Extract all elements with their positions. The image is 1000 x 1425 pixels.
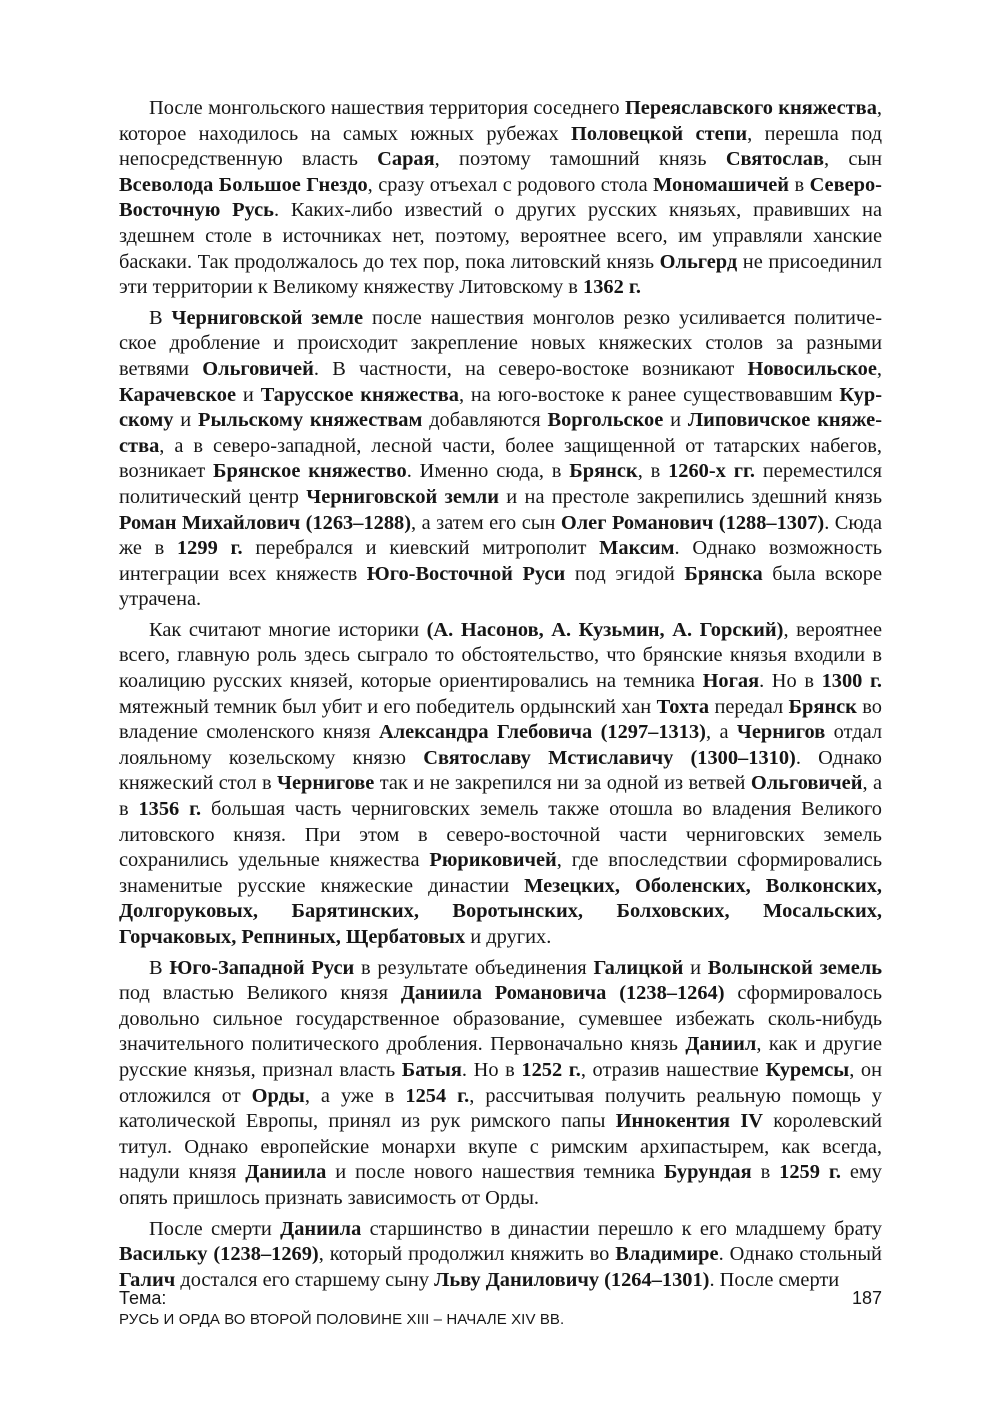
bold-term: Тохта bbox=[656, 695, 710, 718]
text-run: мятежный темник был убит и его победитель ордынский хан bbox=[119, 695, 657, 718]
text-run: , а в bbox=[119, 772, 883, 821]
bold-term: Ногая bbox=[702, 670, 760, 693]
bold-term: Галич bbox=[119, 1268, 176, 1291]
bold-term: Даниил bbox=[685, 1033, 757, 1056]
bold-term: Галицкой bbox=[593, 956, 684, 979]
paragraph bbox=[119, 618, 882, 951]
text-run: отдал лояльному козельскому князю bbox=[119, 721, 883, 769]
text-run: , вероятнее всего, главную роль здесь сыграло то обстоятельство, что брянские князья входили в коалицию русских князей, которые ориентировались на темника bbox=[119, 618, 882, 693]
text-run: и bbox=[663, 409, 688, 432]
bold-term: 1260-х гг. bbox=[668, 460, 756, 483]
text-run: , отразив нашествие bbox=[580, 1058, 766, 1081]
text-run: перебрался и киевский митрополит bbox=[242, 537, 600, 560]
bold-term: Черниговской земли bbox=[306, 485, 499, 508]
bold-term: Роман Михайлович (1263–1288) bbox=[119, 511, 412, 534]
bold-term: Переяславского княжества bbox=[624, 97, 877, 119]
bold-term: Ольговичей bbox=[750, 772, 863, 795]
text-run: в результате объединения bbox=[354, 956, 594, 979]
bold-term: Чернигов bbox=[736, 721, 826, 744]
bold-term: Ольговичей bbox=[202, 357, 314, 380]
bold-term: Святославу Мстиславичу (1300–1310) bbox=[423, 746, 796, 769]
text-body bbox=[119, 96, 882, 1298]
paragraph bbox=[119, 956, 882, 1212]
footer-topic-title: РУСЬ И ОРДА ВО ВТОРОЙ ПОЛОВИНЕ XIII – НАЧАЛЕ XIV ВВ. bbox=[119, 1311, 565, 1328]
bold-term: Даниила Романовича (1238–1264) bbox=[400, 982, 725, 1005]
text-run: и после нового нашествия темника bbox=[326, 1161, 664, 1184]
text-run: , которое находилось на самых южных рубежах bbox=[119, 97, 882, 145]
bold-term: Брянска bbox=[684, 562, 763, 585]
text-run: в bbox=[751, 1161, 780, 1184]
text-run: Как считают многие историки bbox=[149, 618, 427, 641]
text-run: , где впоследствии сформировались знаменитые русские княжеские династии bbox=[119, 849, 883, 897]
bold-term: 1259 г. bbox=[779, 1161, 841, 1184]
bold-term: 1252 г. bbox=[521, 1058, 581, 1081]
bold-term: Куремсы bbox=[765, 1058, 850, 1081]
text-run: под эгидой bbox=[565, 562, 685, 585]
bold-term: Карачевское bbox=[119, 383, 237, 406]
text-run: , который продолжил княжить во bbox=[318, 1243, 616, 1266]
text-run: и bbox=[683, 956, 708, 979]
bold-term: 1356 г. bbox=[138, 798, 202, 821]
text-run: , перешла под непосредственную власть bbox=[119, 122, 882, 171]
bold-term: Черниговской земле bbox=[171, 306, 364, 329]
bold-term: Даниила bbox=[245, 1161, 327, 1184]
text-run: во владение смоленского князя bbox=[119, 695, 882, 744]
bold-term: Волынской земель bbox=[707, 956, 883, 979]
text-run: , рассчитывая получить реальную помощь у католической Европы, принял из рук римского папы bbox=[119, 1084, 882, 1133]
text-run: После монгольского нашествия территория соседнего bbox=[149, 97, 625, 119]
text-run: и bbox=[173, 409, 198, 432]
text-run: большая часть черниговских земель также отошла во владения Великого литовского князя. При этом в северо-восточной части черниговских земель сохранились удельные княжества bbox=[119, 798, 882, 872]
bold-term: Липовичское княжества bbox=[119, 409, 883, 457]
page-number: 187 bbox=[851, 1288, 882, 1308]
bold-term: Брянское княжество bbox=[213, 460, 407, 483]
bold-term: Иннокентия IV bbox=[615, 1110, 764, 1133]
bold-term: 1362 г. bbox=[583, 276, 641, 299]
text-run: . В частности, на северо-востоке возникают bbox=[313, 357, 748, 380]
text-run: . Но в bbox=[759, 670, 822, 693]
text-run: В bbox=[149, 956, 170, 979]
text-run: . Однако княжеский стол в bbox=[119, 746, 882, 795]
bold-term: Александра Глебовича (1297–1313) bbox=[378, 721, 706, 744]
text-run: , сразу отъехал с родового стола bbox=[367, 173, 654, 196]
text-run: , а уже в bbox=[304, 1084, 406, 1107]
bold-term: Батыя bbox=[401, 1058, 462, 1081]
paragraph bbox=[119, 96, 882, 301]
bold-term: Юго-Западной Руси bbox=[169, 956, 355, 979]
text-run: После смерти bbox=[149, 1217, 281, 1240]
text-run: была вскоре утрачена. bbox=[119, 562, 882, 611]
text-run: . Однако возможность интеграции всех княжеств bbox=[119, 537, 882, 585]
bold-term: Олег Романович (1288–1307) bbox=[560, 511, 825, 534]
bold-term: Васильку (1238–1269) bbox=[119, 1243, 319, 1266]
bold-term: Рыльскому княжествам bbox=[198, 409, 423, 432]
text-run: не присоединил эти территории к Великому княжеству Литовскому в bbox=[119, 250, 882, 299]
bold-term: Ольгерд bbox=[659, 250, 738, 273]
bold-term: Половецкой степи bbox=[571, 122, 748, 145]
bold-term: Северо-Восточную Русь bbox=[119, 173, 882, 222]
bold-term: Сарая bbox=[377, 148, 435, 171]
text-run: . Однако стольный bbox=[718, 1243, 882, 1266]
page-footer bbox=[119, 1287, 882, 1331]
text-run: в bbox=[789, 173, 810, 196]
text-run: , сын bbox=[823, 148, 883, 171]
text-run: под властью Великого князя bbox=[119, 982, 401, 1005]
bold-term: Мономашичей bbox=[653, 173, 790, 196]
text-run: . Но в bbox=[461, 1058, 522, 1081]
text-run: так и не закрепился ни за одной из ветвей bbox=[374, 772, 751, 795]
text-run: , на юго-востоке к ранее существовавшим bbox=[458, 383, 840, 406]
text-run: передал bbox=[709, 695, 789, 718]
bold-term: Рюриковичей bbox=[429, 849, 557, 872]
text-run: , поэтому тамошний князь bbox=[434, 148, 726, 171]
text-run: . Именно сюда, в bbox=[406, 460, 570, 483]
bold-term: 1254 г. bbox=[405, 1084, 470, 1107]
text-run: добавляются bbox=[422, 409, 548, 432]
text-run: и bbox=[236, 383, 261, 406]
text-run: , как и другие русские князья, признал власть bbox=[119, 1033, 882, 1081]
bold-term: Тарусское княжества bbox=[260, 383, 459, 406]
text-run: , а bbox=[705, 721, 737, 744]
bold-term: 1299 г. bbox=[176, 537, 243, 560]
bold-term: Владимире bbox=[615, 1243, 719, 1266]
bold-term: Всеволода Большое Гнездо bbox=[119, 173, 368, 196]
text-run: , он отложился от bbox=[119, 1058, 882, 1107]
text-run: В bbox=[149, 306, 172, 329]
text-run: сформировалось довольно сильное государственное образование, сумевшее избежать сколь-нибудь значительного политического дробления. Первоначально князь bbox=[119, 982, 883, 1056]
bold-term: 1300 г. bbox=[821, 670, 882, 693]
bold-term: Святослав bbox=[725, 148, 824, 171]
text-run: . Каких-либо известий о других русских князьях, правивших на здешнем столе в источниках нет, поэтому, вероятнее всего, им управляли ханские баскаки. Так продолжалось до тех пор, пока литовский князь bbox=[119, 199, 882, 273]
footer-topic-label: Тема: bbox=[119, 1288, 167, 1308]
text-run: , в bbox=[637, 460, 669, 483]
text-run: и на престоле закрепились здешний князь bbox=[498, 485, 882, 508]
bold-term: Курскому bbox=[119, 383, 883, 432]
text-run: и других. bbox=[465, 926, 552, 948]
text-run: после нашествия монголов резко усиливается политическое дробление и происходит закрепление новых княжеских столов за разными ветвями bbox=[119, 306, 882, 380]
bold-term: Бурундая bbox=[663, 1161, 752, 1184]
paragraph bbox=[119, 1217, 882, 1294]
bold-term: Даниила bbox=[280, 1217, 362, 1240]
text-run: . Сюда же в bbox=[119, 511, 883, 560]
bold-term: Чернигове bbox=[276, 772, 375, 795]
bold-term: Воргольское bbox=[547, 409, 664, 432]
bold-term: Льву Даниловичу (1264–1301) bbox=[434, 1268, 710, 1291]
paragraph bbox=[119, 306, 882, 613]
bold-term: Новосильское bbox=[747, 357, 877, 380]
bold-term: (А. Насонов, А. Кузьмин, А. Горский) bbox=[426, 618, 784, 641]
text-run: переместился политический центр bbox=[119, 460, 883, 508]
text-run: , bbox=[876, 357, 882, 380]
text-run: , а затем его сын bbox=[411, 511, 561, 534]
bold-term: Мезецких, Оболенских, Волконских, Долгоруковых, Барятинских, Воротынских, Болховских, Мосальских, Горчаковых, Репниных, Щербатовых bbox=[119, 874, 883, 948]
bold-term: Брянск bbox=[569, 460, 638, 483]
text-run: . После смерти bbox=[709, 1268, 840, 1291]
text-run: достался его старшему сыну bbox=[175, 1268, 435, 1291]
text-run: ему опять пришлось признать зависимость от Орды. bbox=[119, 1161, 882, 1209]
text-run: , а в северо-западной, лесной части, более защищенной от татарских набегов, возникает bbox=[119, 434, 882, 483]
bold-term: Максим bbox=[599, 537, 675, 560]
text-run: королевский титул. Однако европейские монархи вкупе с римским архипастырем, как всегда, надули князя bbox=[119, 1110, 882, 1184]
text-run: старшинство в династии перешло к его младшему брату bbox=[361, 1217, 882, 1240]
bold-term: Орды bbox=[251, 1084, 305, 1107]
bold-term: Юго-Восточной Руси bbox=[366, 562, 566, 585]
bold-term: Брянск bbox=[788, 695, 857, 718]
